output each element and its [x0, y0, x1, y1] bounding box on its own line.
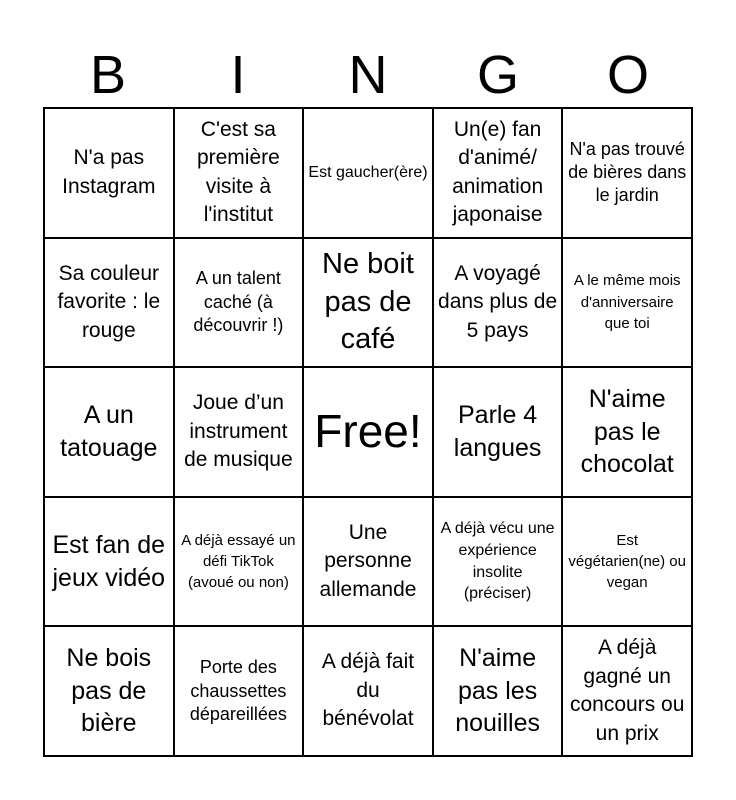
bingo-grid [43, 107, 693, 757]
bingo-cell-r1-c1: A un talent caché (à découvrir !) [174, 238, 304, 368]
bingo-cell-r0-c4: N'a pas trouvé de bières dans le jardin [562, 108, 692, 238]
header-letter-i: I [230, 45, 246, 105]
bingo-cell-r2-c1: Joue d’un instrument de musique [174, 367, 304, 497]
bingo-cell-r4-c4: A déjà gagné un concours ou un prix [562, 626, 692, 756]
bingo-cell-r4-c3: N'aime pas les nouilles [433, 626, 563, 756]
bingo-cell-r0-c1: C'est sa première visite à l'institut [174, 108, 304, 238]
bingo-cell-r3-c1: A déjà essayé un défi TikTok (avoué ou non) [174, 497, 304, 627]
bingo-cell-free: Free! [303, 367, 433, 497]
bingo-cell-r3-c3: A déjà vécu une expérience insolite (préciser) [433, 497, 563, 627]
header-letter-o: O [606, 45, 649, 105]
bingo-cell-r3-c2: Une personne allemande [303, 497, 433, 627]
bingo-cell-r1-c3: A voyagé dans plus de 5 pays [433, 238, 563, 368]
bingo-cell-r4-c2: A déjà fait du bénévolat [303, 626, 433, 756]
bingo-cell-r2-c4: N'aime pas le chocolat [562, 367, 692, 497]
bingo-cell-r4-c0: Ne bois pas de bière [44, 626, 174, 756]
bingo-cell-r2-c0: A un tatouage [44, 367, 174, 497]
bingo-cell-r1-c2: Ne boit pas de café [303, 238, 433, 368]
bingo-cell-r0-c0: N'a pas Instagram [44, 108, 174, 238]
bingo-cell-r3-c4: Est végétarien(ne) ou vegan [562, 497, 692, 627]
header-letter-g: G [476, 45, 519, 105]
bingo-cell-r2-c3: Parle 4 langues [433, 367, 563, 497]
bingo-header [43, 44, 693, 106]
bingo-cell-r0-c2: Est gaucher(ère) [303, 108, 433, 238]
bingo-cell-r3-c0: Est fan de jeux vidéo [44, 497, 174, 627]
header-letter-b: B [89, 45, 127, 105]
bingo-cell-r4-c1: Porte des chaussettes dépareillées [174, 626, 304, 756]
bingo-cell-r1-c4: A le même mois d'anniversaire que toi [562, 238, 692, 368]
bingo-cell-r1-c0: Sa couleur favorite : le rouge [44, 238, 174, 368]
header-letter-n: N [348, 45, 388, 105]
bingo-cell-r0-c3: Un(e) fan d'animé/ animation japonaise [433, 108, 563, 238]
